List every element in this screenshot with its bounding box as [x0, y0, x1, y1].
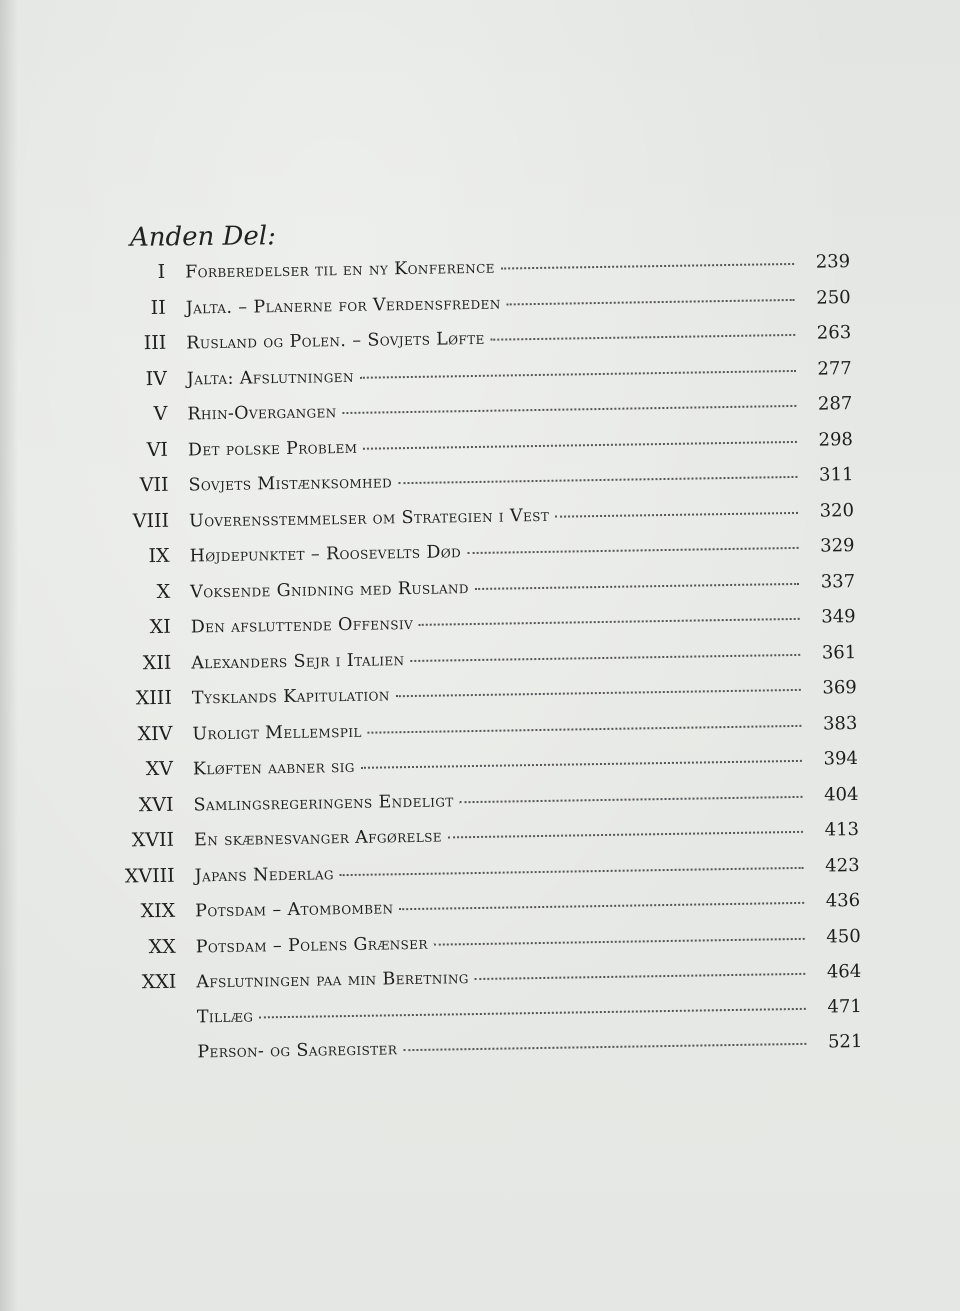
- chapter-numeral: VII: [139, 473, 169, 497]
- page-number: 239: [815, 251, 851, 273]
- chapter-title: Potsdam – Polens Grænser: [195, 933, 428, 957]
- page-number: 394: [823, 748, 859, 770]
- dot-leader: [434, 937, 805, 945]
- appendix-title: Tillæg: [196, 1006, 254, 1027]
- dot-leader: [259, 1007, 806, 1018]
- dot-leader: [343, 405, 797, 414]
- page-number: 287: [817, 393, 853, 415]
- chapter-title: Alexanders Sejr i Italien: [191, 649, 405, 673]
- page-number: 311: [818, 464, 854, 486]
- chapter-title: Jalta: Afslutningen: [186, 366, 354, 389]
- chapter-title: Uroligt Mellemspil: [192, 721, 362, 744]
- page-number: 413: [824, 818, 860, 841]
- chapter-title: Rhin-Overgangen: [187, 402, 337, 425]
- dot-leader: [460, 795, 803, 802]
- chapter-numeral: XIV: [137, 722, 173, 745]
- page-number: 349: [821, 606, 856, 628]
- chapter-title: En skæbnesvanger Afgørelse: [193, 826, 443, 851]
- dot-leader: [410, 653, 800, 661]
- page-number: 436: [825, 889, 861, 912]
- chapter-numeral: XI: [149, 615, 171, 639]
- page-number: 450: [826, 925, 861, 948]
- page-number: 277: [817, 357, 852, 380]
- chapter-numeral: II: [150, 296, 166, 319]
- dot-leader: [340, 866, 804, 875]
- chapter-numeral: XII: [142, 651, 172, 674]
- chapter-numeral: [103, 1057, 198, 1058]
- chapter-numeral: X: [156, 580, 171, 603]
- page-number: 369: [822, 677, 857, 699]
- chapter-numeral: XX: [148, 935, 176, 958]
- chapter-numeral: V: [153, 402, 168, 426]
- chapter-numeral: I: [157, 260, 166, 283]
- dot-leader: [475, 973, 806, 980]
- chapter-title: Potsdam – Atombomben: [195, 898, 394, 922]
- chapter-numeral: XXI: [141, 970, 177, 994]
- chapter-numeral: XV: [145, 757, 174, 781]
- chapter-title: Kløften aabner sig: [192, 756, 355, 780]
- chapter-numeral: VI: [146, 438, 169, 461]
- chapter-numeral: [102, 1022, 197, 1023]
- chapter-title: Voksende Gnidning med Rusland: [190, 577, 470, 602]
- table-of-contents: [90, 250, 863, 1078]
- chapter-numeral: XIII: [135, 686, 173, 710]
- dot-leader: [507, 298, 795, 305]
- chapter-numeral: XIX: [140, 899, 176, 923]
- dot-leader: [403, 1043, 806, 1051]
- page-number: 383: [822, 712, 858, 735]
- dot-leader: [360, 369, 796, 378]
- chapter-numeral: VIII: [132, 509, 170, 532]
- dot-leader: [448, 831, 803, 839]
- page-number: 337: [820, 570, 856, 593]
- chapter-title: Forberedelser til en ny Konference: [185, 257, 496, 283]
- section-title: Anden Del:: [129, 221, 277, 253]
- chapter-title: Jalta. – Planerne for Verdensfreden: [185, 293, 501, 319]
- chapter-title: Uoverensstemmelser om Strategien i Vest: [188, 505, 550, 531]
- page-number: 423: [825, 854, 860, 877]
- chapter-title: Samlingsregeringens Endeligt: [193, 790, 454, 815]
- dot-leader: [475, 582, 799, 589]
- page-number: 250: [816, 286, 851, 309]
- dot-leader: [467, 547, 798, 554]
- chapter-title: Japans Nederlag: [194, 863, 335, 886]
- dot-leader: [368, 724, 802, 733]
- dot-leader: [491, 334, 796, 341]
- page-edge-shadow: [0, 0, 18, 1311]
- chapter-numeral: XVII: [131, 828, 175, 852]
- index-title: Person- og Sagregister: [197, 1039, 398, 1063]
- dot-leader: [419, 618, 800, 626]
- chapter-title: Tysklands Kapitulation: [191, 685, 390, 709]
- chapter-numeral: XVI: [138, 793, 174, 816]
- page-number: 320: [819, 499, 855, 522]
- dot-leader: [400, 902, 805, 910]
- chapter-title: Afslutningen paa min Beretning: [196, 968, 469, 993]
- chapter-numeral: XVIII: [124, 864, 175, 888]
- dot-leader: [361, 760, 802, 769]
- page-number: 521: [827, 1030, 863, 1053]
- dot-leader: [501, 263, 794, 270]
- chapter-numeral: IV: [145, 367, 168, 390]
- chapter-numeral: IX: [148, 544, 170, 568]
- page-number: 298: [818, 428, 854, 451]
- dot-leader: [398, 476, 797, 484]
- chapter-title: Det polske Problem: [187, 437, 358, 460]
- page-number: 361: [821, 641, 857, 664]
- page-number: 404: [823, 783, 859, 806]
- chapter-title: Den afsluttende Offensiv: [190, 613, 414, 638]
- dot-leader: [363, 440, 797, 449]
- page-number: 471: [827, 995, 862, 1018]
- dot-leader: [555, 511, 798, 517]
- chapter-title: Sovjets Mistænksomhed: [188, 472, 393, 496]
- chapter-numeral: III: [143, 331, 167, 355]
- dot-leader: [396, 689, 801, 697]
- page-number: 329: [820, 535, 855, 557]
- page-number: 263: [816, 322, 852, 344]
- page-number: 464: [826, 960, 862, 983]
- chapter-title: Højdepunktet – Roosevelts Død: [189, 542, 462, 567]
- chapter-title: Rusland og Polen. – Sovjets Løfte: [186, 328, 485, 354]
